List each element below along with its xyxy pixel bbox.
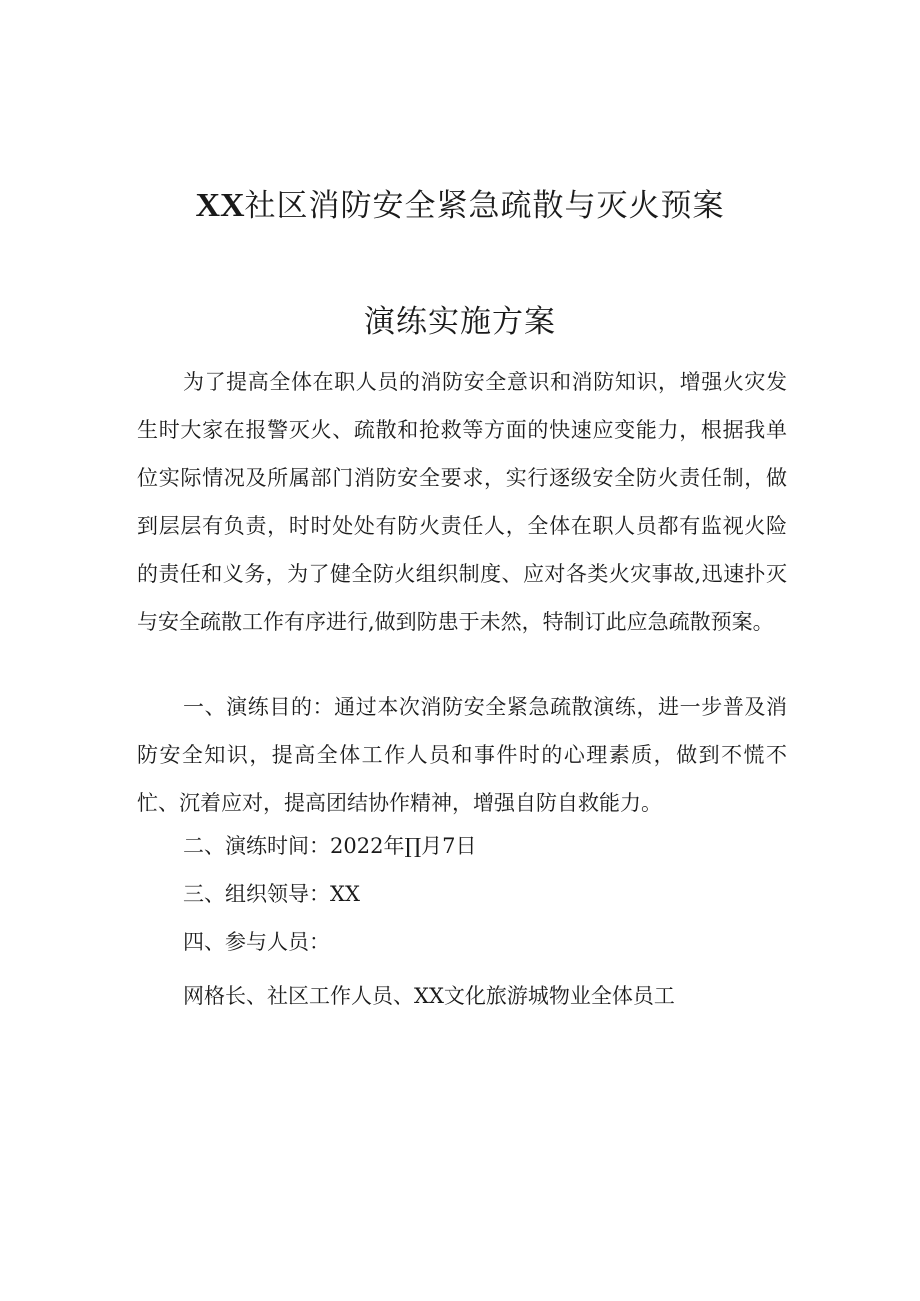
purpose-paragraph: 一、演练目的：通过本次消防安全紧急疏散演练，进一步普及消防安全知识，提高全体工作人员和事件时的心理素质，做到不慌不忙、沉着应对，提高团结协作精神，增强自防自救能力。 <box>137 695 787 815</box>
document-title-line1 <box>0 180 920 225</box>
participants-list: 网格长、社区工作人员、XX文化旅游城物业全体员工 <box>183 984 675 1008</box>
participants-heading: 四、参与人员： <box>183 930 330 954</box>
intro-paragraph: 为了提高全体在职人员的消防安全意识和消防知识，增强火灾发生时大家在报警灭火、疏散和抢救等方面的快速应变能力，根据我单位实际情况及所属部门消防安全要求，实行逐级安全防火责任制，做到层层有负责，时时处处有防火责任人，全体在职人员都有监视火险的责任和义务，为了健全防火组织制度、应对各类火灾事故,迅速扑灭与安全疏散工作有序进行,做到防患于未然，特制订此应急疏散预案。 <box>137 370 787 634</box>
drill-time-line: 二、演练时间：2022年∏月7日 <box>183 834 477 858</box>
title-prefix: XX <box>195 187 245 224</box>
title-line1-text: 社区消防安全紧急疏散与灭火预案 <box>244 188 725 224</box>
purpose-section <box>137 683 787 827</box>
document-title-line2: 演练实施方案 <box>364 304 556 340</box>
organizer-line: 三、组织领导：XX <box>183 882 360 906</box>
intro-section <box>137 358 787 646</box>
